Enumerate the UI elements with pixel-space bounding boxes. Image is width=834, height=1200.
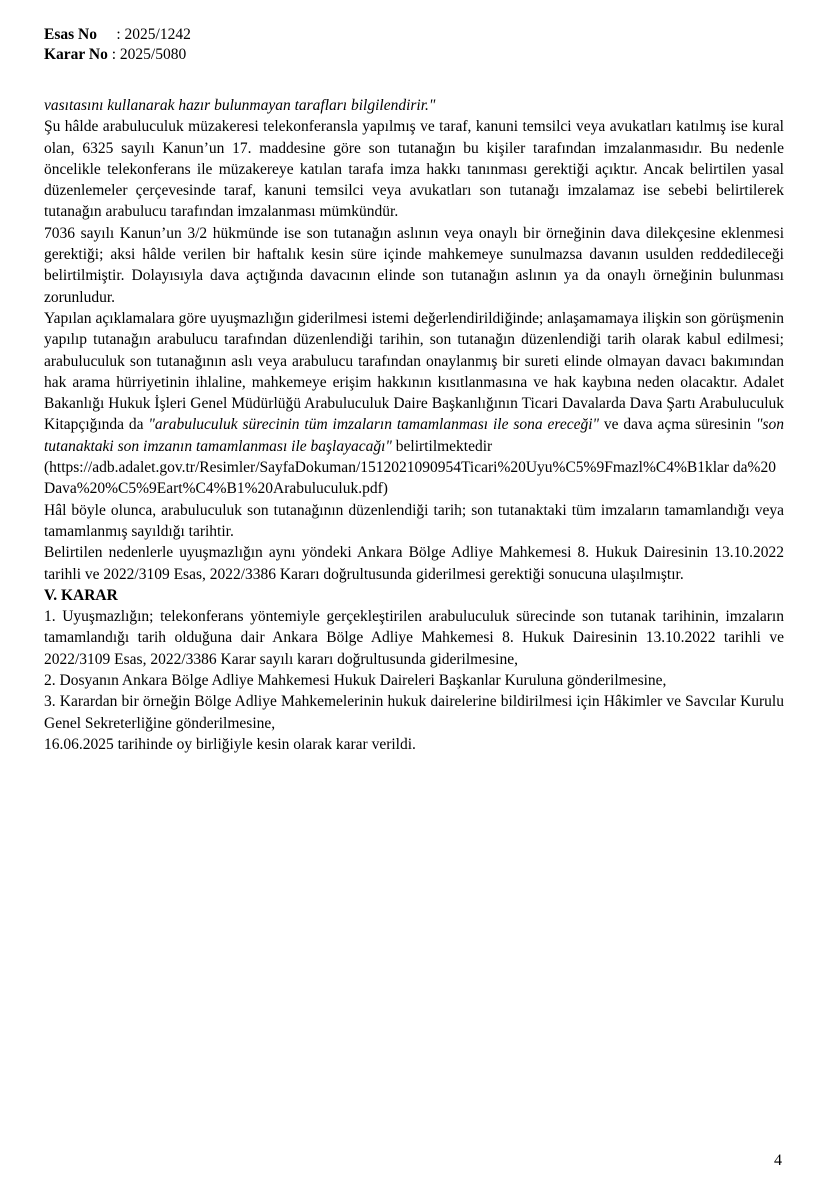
esas-row bbox=[44, 25, 191, 45]
paragraph bbox=[44, 308, 784, 457]
italic-quote: "arabuluculuk sürecinin tüm imzaların tamamlanması ile sona ereceği" bbox=[148, 416, 600, 434]
italic-quote: "son tutanaktaki son imzanın tamamlanması ile başlayacağı" bbox=[44, 416, 784, 455]
reference-url: (https://adb.adalet.gov.tr/Resimler/SayfaDokuman/1512021090954Ticari%20Uyu%C5%9Fmazl%C4%B1klar da%20Dava%20%C5%9Eart%C4%B1%20Arabuluculuk.pdf) bbox=[44, 459, 776, 498]
karar-row bbox=[44, 45, 191, 65]
paragraph-text: ve dava açma süresinin bbox=[599, 416, 756, 434]
italic-quote: vasıtasını kullanarak hazır bulunmayan tarafları bilgilendirir." bbox=[44, 97, 436, 114]
document-body bbox=[44, 95, 784, 755]
paragraph: Şu hâlde arabuluculuk müzakeresi telekonferansla yapılmış ve taraf, kanuni temsilci veya avukatları katılmış ise kural olan, 6325 sayılı Kanun’un 17. maddesine göre son tutanağın bu kişiler tarafından imzalanmasıdır. Bu nedenle öncelikle telekonferans ile müzakereye katılan tarafa imza hakkı tanınması gerektiği açıktır. Ancak belirtilen yasal düzenlemeler çerçevesinde taraf, kanuni temsilci veya avukatları son tutanağı imzalamaz ise sebebi belirtilerek tutanağın arabulucu tarafından imzalanması mümkündür. bbox=[44, 118, 784, 221]
paragraph: Belirtilen nedenlerle uyuşmazlığın aynı yöndeki Ankara Bölge Adliye Mahkemesi 8. Hukuk Dairesinin 13.10.2022 tarihli ve 2022/3109 Esas, 2022/3386 Kararı doğrultusunda giderilmesi gerektiği sonucuna ulaşılmıştır. bbox=[44, 544, 784, 583]
paragraph-text: belirtilmektedir bbox=[391, 437, 493, 455]
karar-value: : 2025/5080 bbox=[111, 46, 187, 63]
decision-item: 1. Uyuşmazlığın; telekonferans yöntemiyle gerçekleştirilen arabuluculuk sürecinde son tutanak tarihinin, imzaların tamamlandığı tarih olduğuna dair Ankara Bölge Adliye Mahkemesi 8. Hukuk Dairesinin 13.10.2022 tarihli ve 2022/3109 Esas, 2022/3386 Karar sayılı kararı doğrultusunda giderilmesine, bbox=[44, 608, 784, 668]
karar-label: Karar No bbox=[44, 46, 108, 63]
paragraph bbox=[44, 95, 784, 116]
esas-value: : 2025/1242 bbox=[116, 26, 191, 43]
page-number: 4 bbox=[774, 1152, 782, 1169]
esas-label: Esas No bbox=[44, 26, 97, 43]
paragraph: 7036 sayılı Kanun’un 3/2 hükmünde ise son tutanağın aslının veya onaylı bir örneğinin dava dilekçesine eklenmesi gerektiği; aksi hâlde verilen bir haftalık kesin süre içinde mahkemeye sunulmazsa davanın usulden reddedileceği belirtilmiştir. Dolayısıyla dava açtığında davacının elinde son tutanağın aslının ya da onaylı örneğinin bulunması zorunludur. bbox=[44, 224, 784, 306]
decision-item: 2. Dosyanın Ankara Bölge Adliye Mahkemesi Hukuk Daireleri Başkanlar Kuruluna gönderilmesine, bbox=[44, 672, 667, 690]
document-header bbox=[44, 25, 191, 65]
paragraph-text: Yapılan açıklamalara göre uyuşmazlığın giderilmesi istemi değerlendirildiğinde; anlaşamamaya ilişkin son görüşmenin yapılıp tutanağın arabulucu tarafından düzenlendiği tarihin, son tutanağın düzenlendiği tarih olarak kabul edilmesi; arabuluculuk son tutanağının aslı veya arabulucu tarafından onaylanmış bir sureti elinde olmayan davacı bakımından hak arama hürriyetinin ihlaline, mahkemeye erişim hakkının kısıtlanmasına ve hak kaybına neden olacaktır. Adalet Bakanlığı Hukuk İşleri Genel Müdürlüğü Arabuluculuk Daire Başkanlığının Ticari Davalarda Dava Şartı Arabuluculuk Kitapçığında da bbox=[44, 309, 784, 434]
paragraph: Hâl böyle olunca, arabuluculuk son tutanağının düzenlendiği tarih; son tutanaktaki tüm imzaların tamamlandığı veya tamamlanmış sayıldığı tarihtir. bbox=[44, 501, 784, 540]
decision-date: 16.06.2025 tarihinde oy birliğiyle kesin olarak karar verildi. bbox=[44, 735, 416, 753]
section-heading: V. KARAR bbox=[44, 586, 118, 604]
decision-item: 3. Karardan bir örneğin Bölge Adliye Mahkemelerinin hukuk dairelerine bildirilmesi için Hâkimler ve Savcılar Kurulu Genel Sekreterliğine gönderilmesine, bbox=[44, 693, 784, 732]
